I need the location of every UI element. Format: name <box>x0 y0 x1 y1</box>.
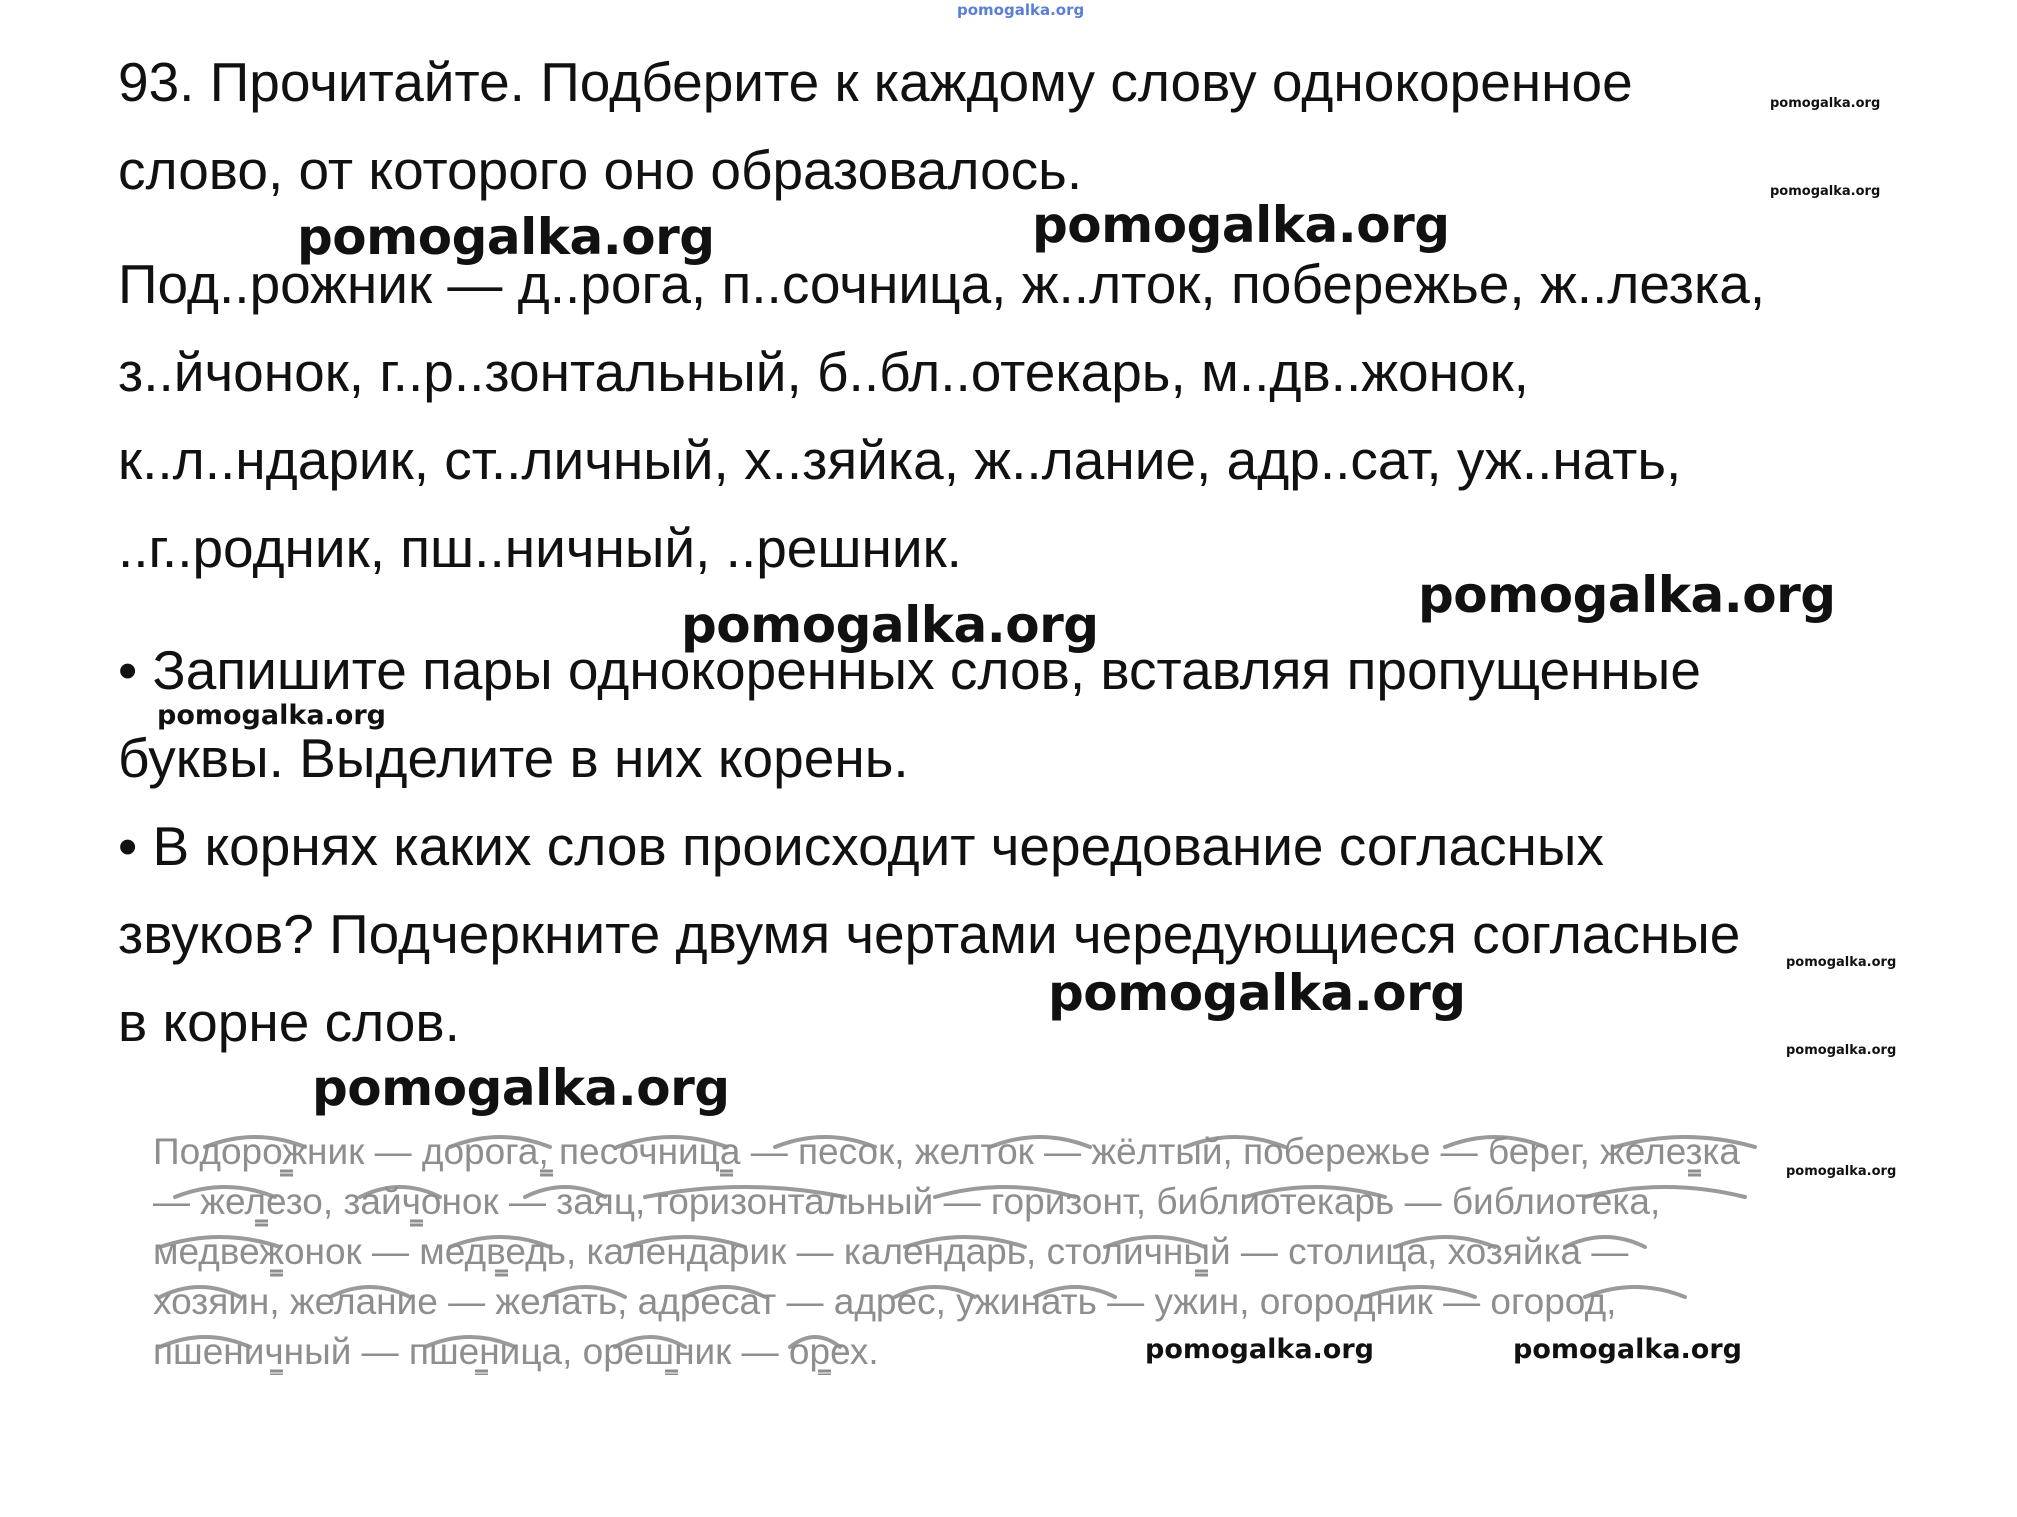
answer-line: Подорожник — дорога, песочница — песок, желток — жёлтый, побережье — берег, железка <box>153 1131 1741 1172</box>
watermark: pomogalka.org <box>1770 184 1881 199</box>
watermark: pomogalka.org <box>1048 964 1466 1022</box>
task-text-line: в корне слов. <box>118 991 460 1053</box>
watermark: pomogalka.org <box>681 596 1099 654</box>
watermark: pomogalka.org <box>157 700 386 731</box>
task-text-line: слово, от которого оно образовалось. <box>118 139 1083 201</box>
watermark: pomogalka.org <box>297 208 715 266</box>
watermark: pomogalka.org <box>1786 1043 1897 1058</box>
answer-line: пшеничный — пшеница, орешник — орех. <box>153 1331 879 1372</box>
watermark: pomogalka.org <box>1418 566 1836 624</box>
watermark: pomogalka.org <box>1032 196 1450 254</box>
watermark: pomogalka.org <box>312 1059 730 1117</box>
watermark: pomogalka.org <box>1770 96 1881 111</box>
watermark: pomogalka.org <box>1786 1164 1897 1179</box>
task-text-line: буквы. Выделите в них корень. <box>118 727 909 789</box>
task-text-line: звуков? Подчеркните двумя чертами чередующиеся согласные <box>118 903 1741 965</box>
task-text-line: Под..рожник — д..рога, п..сочница, ж..лток, побережье, ж..лезка, <box>118 253 1766 315</box>
watermark: pomogalka.org <box>1145 1334 1374 1365</box>
watermark: pomogalka.org <box>1513 1334 1742 1365</box>
task-text-line: з..йчонок, г..р..зонтальный, б..бл..отекарь, м..дв..жонок, <box>118 341 1529 403</box>
task-bullet-line: • В корнях каких слов происходит чередование согласных <box>118 815 1604 877</box>
answer-line: — железо, зайчонок — заяц, горизонтальный — горизонт, библиотекарь — библиотека, <box>153 1181 1661 1222</box>
watermark-top: pomogalka.org <box>957 1 1085 19</box>
watermark: pomogalka.org <box>1786 955 1897 970</box>
answer-line: хозяин, желание — желать, адресат — адрес, ужинать — ужин, огородник — огород, <box>153 1281 1617 1322</box>
task-text-line: к..л..ндарик, ст..личный, х..зяйка, ж..лание, адр..сат, уж..нать, <box>118 429 1682 491</box>
answer-line: медвежонок — медведь, календарик — календарь, столичный — столица, хозяйка — <box>153 1231 1629 1272</box>
task-text-line: ..г..родник, пш..ничный, ..решник. <box>118 517 962 579</box>
task-heading-line: 93. Прочитайте. Подберите к каждому слову однокоренное <box>118 51 1633 113</box>
task-bullet-line: • Запишите пары однокоренных слов, вставляя пропущенные <box>118 639 1701 701</box>
